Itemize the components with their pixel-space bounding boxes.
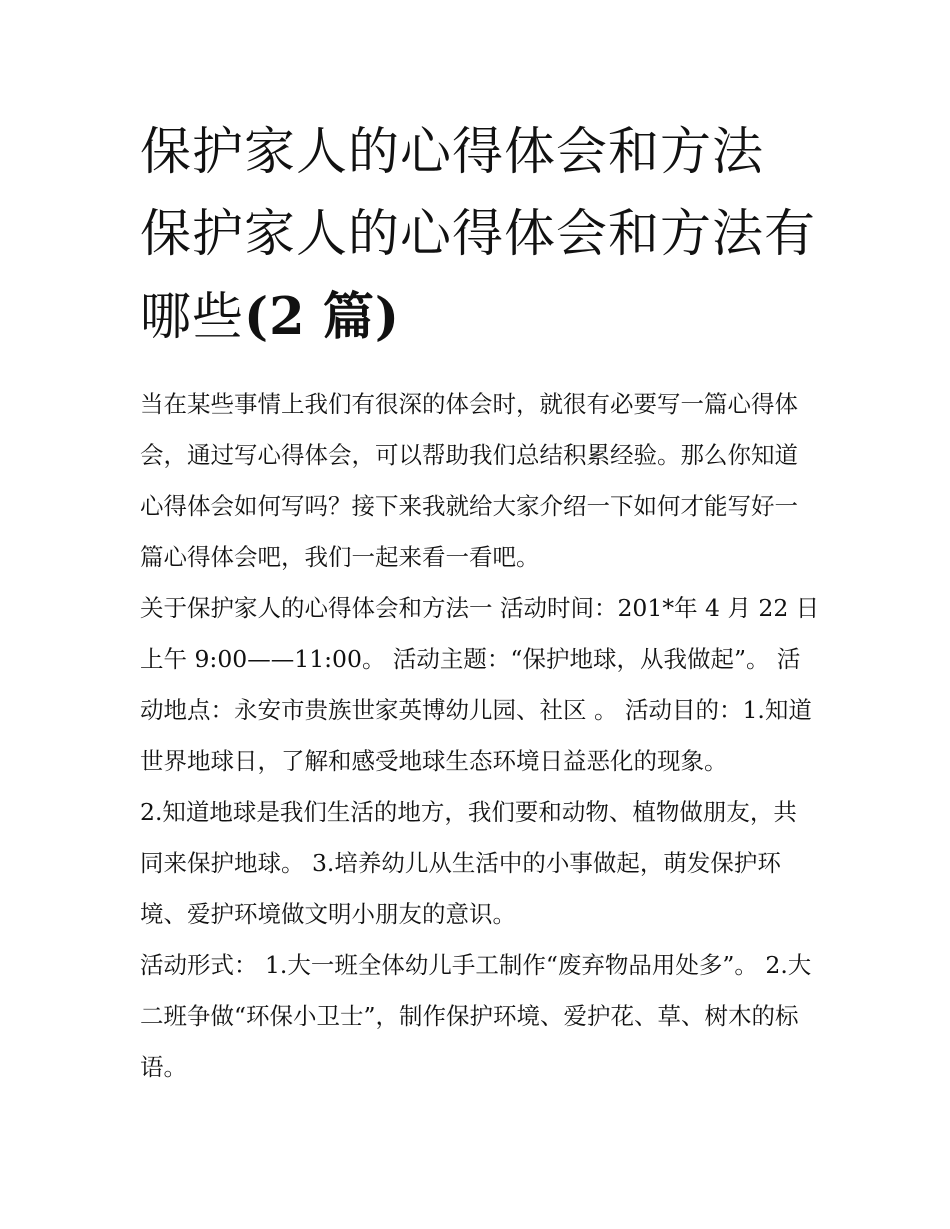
document-title bbox=[140, 112, 820, 359]
format-paragraph: 活动形式： 1.大一班全体幼儿手工制作“废弃物品用处多”。 2.大二班争做“环保小卫士”，制作保护环境、爱护花、草、树木的标语。 bbox=[140, 951, 812, 1081]
title-main-text: 保护家人的心得体会和方法 保护家人的心得体会和方法有哪些 bbox=[140, 123, 817, 347]
title-suffix-end: 篇) bbox=[322, 287, 400, 347]
goal-paragraph: 2.知道地球是我们生活的地方，我们要和动物、植物做朋友，共同来保护地球。 3.培养幼儿从生活中的小事做起，萌发保护环境、爱护环境做文明小朋友的意识。 bbox=[140, 798, 797, 928]
title-suffix-number: (2 bbox=[244, 287, 306, 347]
activity-paragraph: 关于保护家人的心得体会和方法一 活动时间：201*年 4 月 22 日上午 9:00——11:00。 活动主题：“保护地球，从我做起”。 活动地点：永安市贵族世家英博幼儿园、社区 。 活动目的：1.知道世界地球日，了解和感受地球生态环境日益恶化的现象。 bbox=[140, 594, 820, 775]
intro-paragraph: 当在某些事情上我们有很深的体会时，就很有必要写一篇心得体会，通过写心得体会，可以帮助我们总结积累经验。那么你知道心得体会如何写吗？接下来我就给大家介绍一下如何才能写好一篇心得体会吧，我们一起来看一看吧。 bbox=[140, 390, 798, 571]
document-page bbox=[140, 112, 820, 1093]
